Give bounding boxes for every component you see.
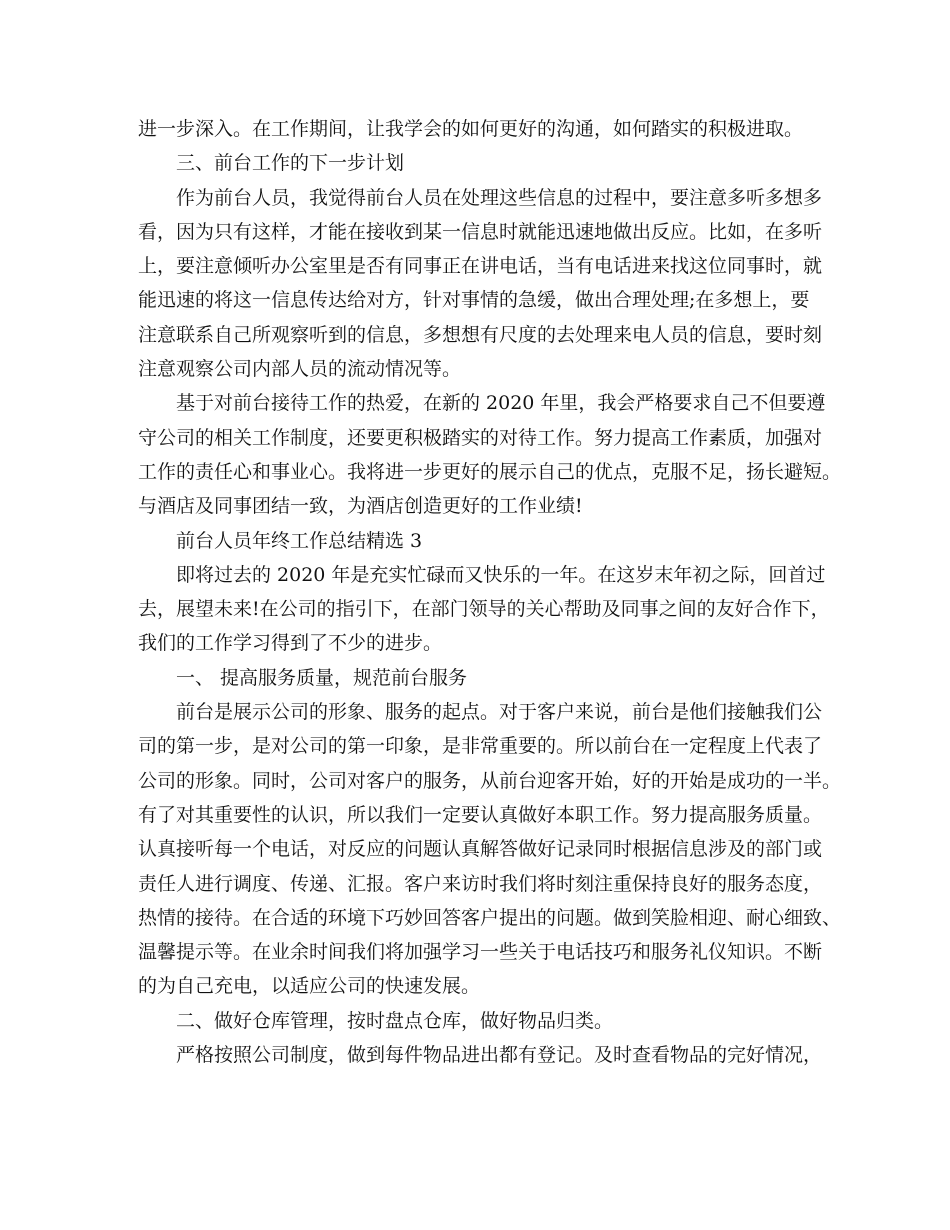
paragraph-line: 严格按照公司制度，做到每件物品进出都有登记。及时查看物品的完好情况， <box>176 1044 823 1067</box>
paragraph-line: 司的第一步，是对公司的第一印象，是非常重要的。所以前台在一定程度上代表了 <box>138 735 823 758</box>
paragraph-line: 注意联系自己所观察听到的信息，多想想有尺度的去处理来电人员的信息，要时刻 <box>138 323 823 346</box>
section-heading: 三、前台工作的下一步计划 <box>176 152 405 175</box>
paragraph-line: 温馨提示等。在业余时间我们将加强学习一些关于电话技巧和服务礼仪知识。不断 <box>138 941 823 964</box>
paragraph-line: 看，因为只有这样，才能在接收到某一信息时就能迅速地做出反应。比如，在多听 <box>138 220 823 243</box>
paragraph-line: 前台是展示公司的形象、服务的起点。对于客户来说，前台是他们接触我们公 <box>176 701 823 724</box>
paragraph-line: 热情的接待。在合适的环境下巧妙回答客户提出的问题。做到笑脸相迎、耐心细致、 <box>138 906 842 929</box>
paragraph-line: 守公司的相关工作制度，还要更积极踏实的对待工作。努力提高工作素质，加强对 <box>138 426 823 449</box>
section-title: 前台人员年终工作总结精选 3 <box>176 529 423 552</box>
paragraph-line: 上，要注意倾听办公室里是否有同事正在讲电话，当有电话进来找这位同事时，就 <box>138 255 823 278</box>
paragraph-line: 与酒店及同事团结一致，为酒店创造更好的工作业绩! <box>138 495 583 518</box>
document-body <box>138 112 842 1072</box>
paragraph-line: 工作的责任心和事业心。我将进一步更好的展示自己的优点，克服不足，扬长避短。 <box>138 460 842 483</box>
paragraph-line: 作为前台人员，我觉得前台人员在处理这些信息的过程中，要注意多听多想多 <box>176 186 823 209</box>
paragraph-line: 的为自己充电，以适应公司的快速发展。 <box>138 975 481 998</box>
paragraph-line: 有了对其重要性的认识，所以我们一定要认真做好本职工作。努力提高服务质量。 <box>138 803 823 826</box>
paragraph-line: 即将过去的 2020 年是充实忙碌而又快乐的一年。在这岁末年初之际，回首过 <box>176 563 826 586</box>
paragraph-line: 我们的工作学习得到了不少的进步。 <box>138 632 443 655</box>
paragraph-line: 公司的形象。同时，公司对客户的服务，从前台迎客开始，好的开始是成功的一半。 <box>138 769 842 792</box>
paragraph-line: 去，展望未来!在公司的指引下，在部门领导的关心帮助及同事之间的友好合作下， <box>138 598 830 621</box>
paragraph-line: 基于对前台接待工作的热爱，在新的 2020 年里，我会严格要求自己不但要遵 <box>176 392 826 415</box>
paragraph-line: 认真接听每一个电话，对反应的问题认真解答做好记录同时根据信息涉及的部门或 <box>138 838 823 861</box>
section-heading: 一、 提高服务质量，规范前台服务 <box>176 666 468 689</box>
paragraph-line: 责任人进行调度、传递、汇报。客户来访时我们将时刻注重保持良好的服务态度， <box>138 872 823 895</box>
section-heading: 二、做好仓库管理，按时盘点仓库，做好物品归类。 <box>176 1009 614 1032</box>
paragraph-line: 能迅速的将这一信息传达给对方，针对事情的急缓，做出合理处理;在多想上，要 <box>138 289 810 312</box>
paragraph-line: 进一步深入。在工作期间，让我学会的如何更好的沟通，如何踏实的积极进取。 <box>138 118 804 140</box>
paragraph-line: 注意观察公司内部人员的流动情况等。 <box>138 358 462 381</box>
